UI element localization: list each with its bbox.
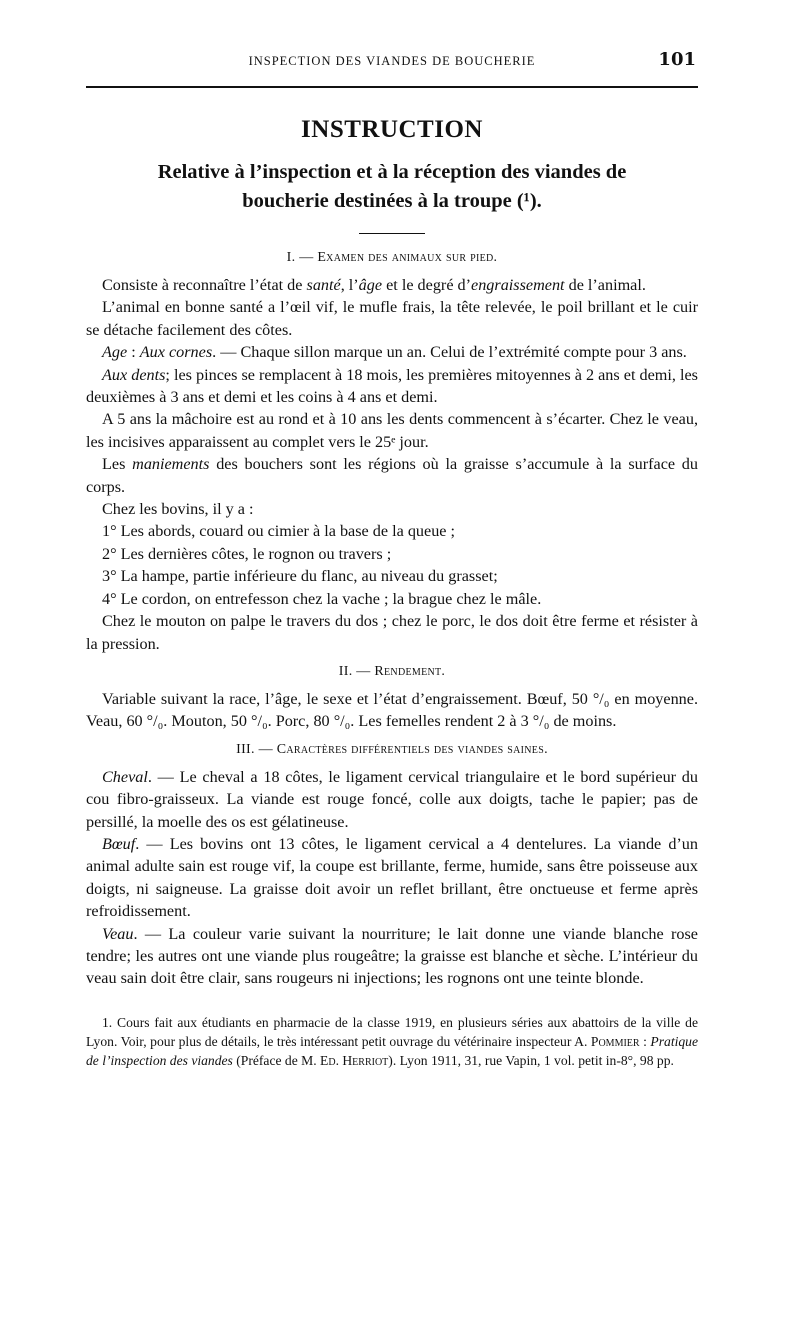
document-title: INSTRUCTION [301, 116, 483, 143]
page [86, 46, 698, 1070]
page-number: 101 [658, 49, 696, 70]
italic-term: Veau [102, 924, 134, 943]
footnote [86, 1013, 698, 1070]
section-numeral: II. — [338, 663, 375, 679]
text-run: . — Les bovins ont 13 côtes, le ligament cervical a 4 dentelures. La viande d’un animal adulte sain est rouge vif, la coupe est brillante, ferme, humide, sans être poisseuse aux doigts, ni saigneuse. La graisse doit avoir un reflet brillant, être onctueuse et ferme après refroidissement. [86, 834, 698, 921]
text-run: ). Lyon 1911, 31, rue Vapin, 1 vol. petit in-8°, 98 pp. [388, 1052, 674, 1068]
list-item: 2° Les dernières côtes, le rognon ou travers ; [102, 544, 392, 563]
text-run: Consiste à reconnaître l’état de [102, 276, 307, 294]
text-run: : [127, 343, 140, 362]
text-run: ; les pinces se remplacent à 18 mois, les premières mitoyennes à 2 ans et demi, les deuxièmes à 3 ans et demi et les coins à 4 ans et demi. [86, 365, 698, 407]
text-run: . — Chaque sillon marque un an. Celui de l’extrémité compte pour 3 ans. [212, 343, 687, 362]
paragraph-age-teeth [86, 364, 698, 409]
italic-term: Aux cornes [139, 343, 213, 362]
text-run: 1. Cours fait aux étudiants en pharmacie de la classe 1919, en plusieurs séries aux abattoirs de la ville de Lyon. Voir, pour plus de détails, le très intéressant petit ouvrage du vétérinaire inspecteur A. [86, 1014, 698, 1049]
author-name: Pommier [590, 1033, 640, 1049]
footnote-area [86, 1013, 698, 1070]
italic-term: Cheval [102, 767, 148, 786]
paragraph-maniements [86, 453, 698, 498]
section-heading-1 [86, 250, 698, 266]
paragraph-mouton-porc: Chez le mouton on palpe le travers du dos ; chez le porc, le dos doit être ferme et résister à la pression. [86, 612, 698, 653]
paragraph-bovins-intro: Chez les bovins, il y a : [102, 500, 254, 519]
paragraph-health: L’animal en bonne santé a l’œil vif, le mufle frais, la tête relevée, le poil brillant et le cuir se détache facilement des côtes. [86, 298, 698, 339]
paragraph-jaw: A 5 ans la mâchoire est au rond et à 10 ans les dents commencent à s’écarter. Chez le veau, les incisives apparaissent au complet vers le 25ᵉ jour. [86, 410, 698, 451]
section-title: Examen des animaux sur pied. [317, 250, 498, 265]
paragraph-age-horns [86, 341, 698, 363]
italic-term: âge [358, 276, 383, 294]
section-title: Caractères différentiels des viandes saines. [276, 741, 548, 757]
text-run: . — La couleur varie suivant la nourriture; le lait donne une viande blanche rose tendre; les autres ont une viande plus rougeâtre; la graisse est blanche et sèche. L’intérieur du veau sain doit être clair, sans rougeurs ni injections; les rognons ont une teinte blonde. [86, 924, 698, 988]
section-heading-2 [86, 664, 698, 680]
list-item: 1° Les abords, couard ou cimier à la base de la queue ; [102, 522, 456, 541]
italic-term: maniements [132, 455, 210, 474]
text-run: , l’ [340, 276, 359, 294]
list-item: 3° La hampe, partie inférieure du flanc, au niveau du grasset; [102, 567, 498, 586]
paragraph-purpose [86, 274, 698, 296]
text-run: de l’animal. [564, 276, 646, 294]
paragraph-rendement: Variable suivant la race, l’âge, le sexe et l’état d’engraissement. Bœuf, 50 °/₀ en moyenne. Veau, 60 °/₀. Mouton, 50 °/₀. Porc, 80 °/₀. Les femelles rendent 2 à 3 °/₀ de moins. [86, 689, 698, 731]
running-header [86, 46, 698, 74]
document-subtitle [102, 158, 682, 216]
text-run: et le degré d’ [382, 276, 472, 294]
paragraph-cheval [86, 766, 698, 833]
list-item: 4° Le cordon, on entrefesson chez la vache ; la brague chez le mâle. [102, 589, 542, 608]
italic-term: engraissement [471, 276, 565, 294]
text-run: (Préface de M. [232, 1052, 321, 1068]
title-rule [359, 233, 425, 234]
italic-term: Bœuf [102, 834, 136, 853]
preface-author: Ed. Herriot [320, 1052, 389, 1068]
text-run: des bouchers sont les régions où la graisse s’accumule à la surface du corps. [86, 455, 698, 496]
section-title: Rendement. [374, 663, 446, 679]
subtitle-line-1: Relative à l’inspection et à la réception des viandes de [157, 161, 627, 183]
section-numeral: I. — [286, 250, 318, 265]
section-heading-3 [86, 742, 698, 758]
paragraph-veau [86, 923, 698, 990]
italic-term: Aux dents [102, 365, 166, 384]
text-run: : [639, 1033, 651, 1049]
paragraph-boeuf [86, 833, 698, 923]
book-title: Pratique de l’inspection des viandes [86, 1033, 698, 1068]
text-run: . — Le cheval a 18 côtes, le ligament cervical triangulaire et le bord supérieur du cou fibro-graisseux. La viande est rouge foncé, colle aux doigts, tache le papier; pas de persillé, la moelle des os est gélatineuse. [86, 767, 698, 831]
subtitle-line-2: boucherie destinées à la troupe (¹). [242, 190, 542, 212]
section-numeral: III. — [236, 741, 277, 757]
text-run: Les [102, 455, 133, 474]
running-title: INSPECTION DES VIANDES DE BOUCHERIE [248, 54, 536, 68]
header-rule [86, 86, 698, 88]
italic-term: Age [102, 343, 128, 362]
italic-term: santé [306, 276, 341, 294]
